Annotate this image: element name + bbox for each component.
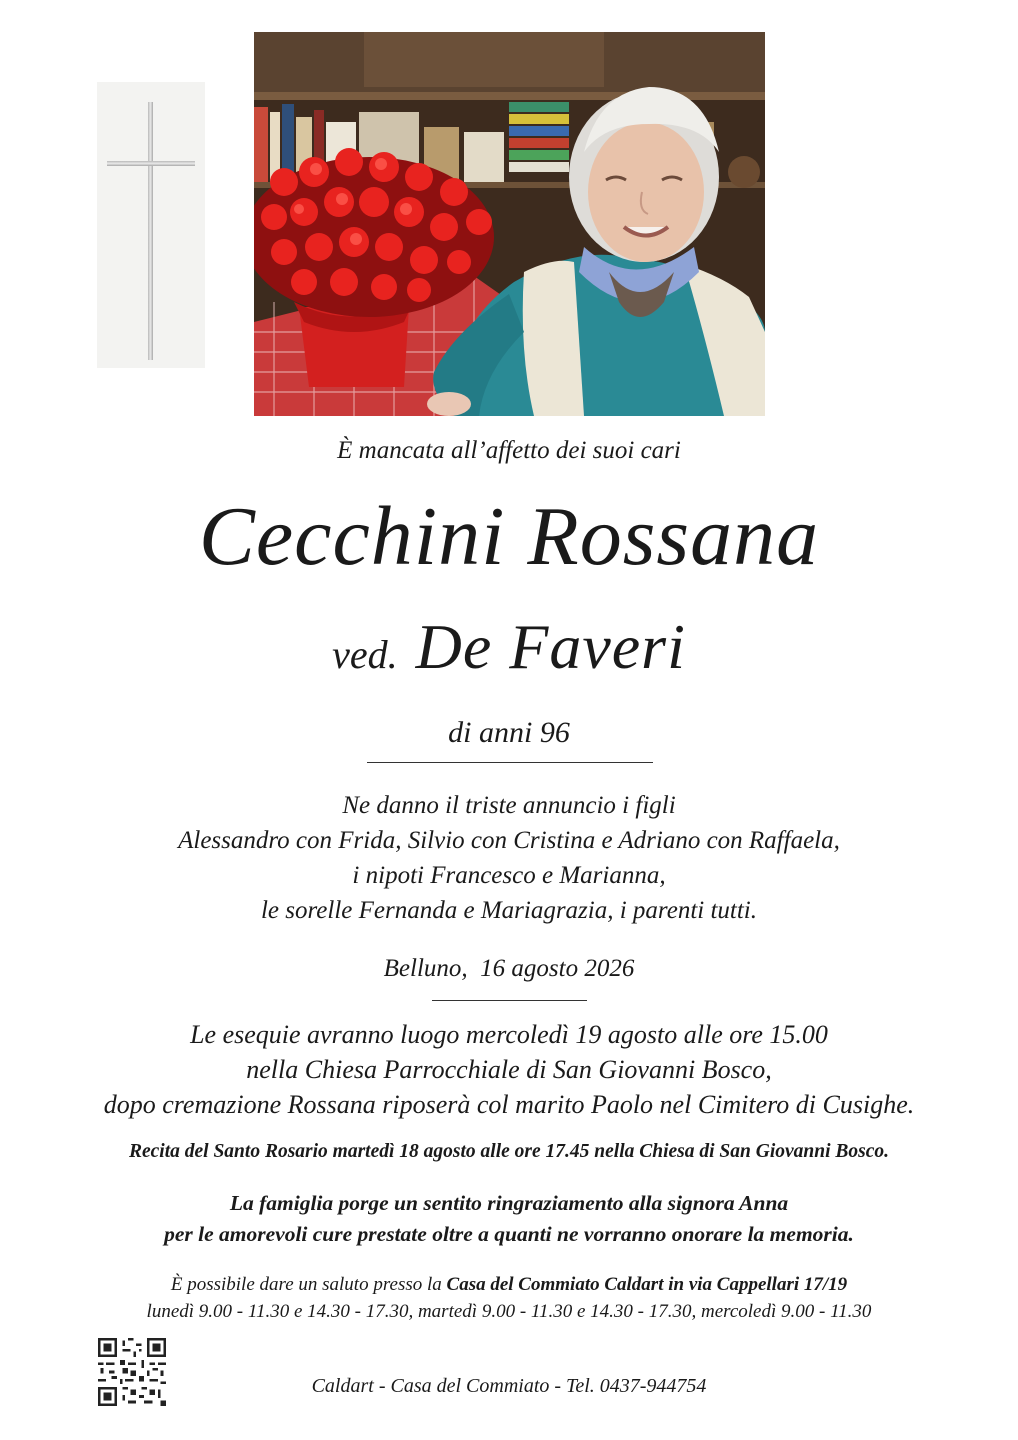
widow-surname: De Faveri: [415, 611, 686, 682]
visit-info: [0, 1271, 1018, 1325]
rosary-notice: Recita del Santo Rosario martedì 18 agosto alle ore 17.45 nella Chiesa di San Giovanni Bosco.: [128, 1141, 889, 1162]
announcement: [0, 788, 1018, 928]
funeral-line: nella Chiesa Parrocchiale di San Giovanni Bosco,: [246, 1055, 772, 1084]
divider-top: [367, 762, 653, 763]
visit-place: Casa del Commiato Caldart in via Cappellari 17/19: [446, 1274, 848, 1295]
thanks-note: [0, 1188, 1018, 1250]
announcement-line: Ne danno il triste annuncio i figli: [342, 792, 676, 819]
announcement-line: Alessandro con Frida, Silvio con Cristina e Adriano con Raffaela,: [178, 827, 840, 854]
thanks-line: per le amorevoli cure prestate oltre a quanti ne vorranno onorare la memoria.: [164, 1222, 854, 1246]
visit-hours: lunedì 9.00 - 11.30 e 14.30 - 17.30, martedì 9.00 - 11.30 e 14.30 - 17.30, mercoledì 9.00 - 11.30: [146, 1301, 872, 1322]
intro-text: È mancata all’affetto dei suoi cari: [337, 437, 681, 464]
cross-panel: [97, 82, 205, 368]
divider-date: [432, 1000, 587, 1001]
deceased-name: Cecchini Rossana: [198, 490, 820, 583]
thanks-line: La famiglia porge un sentito ringraziamento alla signora Anna: [229, 1191, 789, 1215]
place-date: Belluno, 16 agosto 2026: [383, 955, 635, 982]
age-text: di anni 96: [448, 716, 570, 749]
funeral-line: Le esequie avranno luogo mercoledì 19 agosto alle ore 15.00: [190, 1020, 828, 1049]
funeral-line: dopo cremazione Rossana riposerà col marito Paolo nel Cimitero di Cusighe.: [103, 1090, 915, 1119]
widow-line: [0, 610, 1018, 684]
visit-intro: È possibile dare un saluto presso la: [170, 1274, 447, 1295]
announcement-line: le sorelle Fernanda e Mariagrazia, i parenti tutti.: [260, 897, 758, 924]
announcement-line: i nipoti Francesco e Marianna,: [352, 862, 666, 889]
portrait-photo: [254, 32, 765, 416]
funeral-info: [0, 1017, 1018, 1122]
footer-contact: Caldart - Casa del Commiato - Tel. 0437-944754: [311, 1375, 707, 1397]
visit-line: [0, 1271, 1018, 1298]
widow-prefix: ved.: [332, 632, 398, 677]
